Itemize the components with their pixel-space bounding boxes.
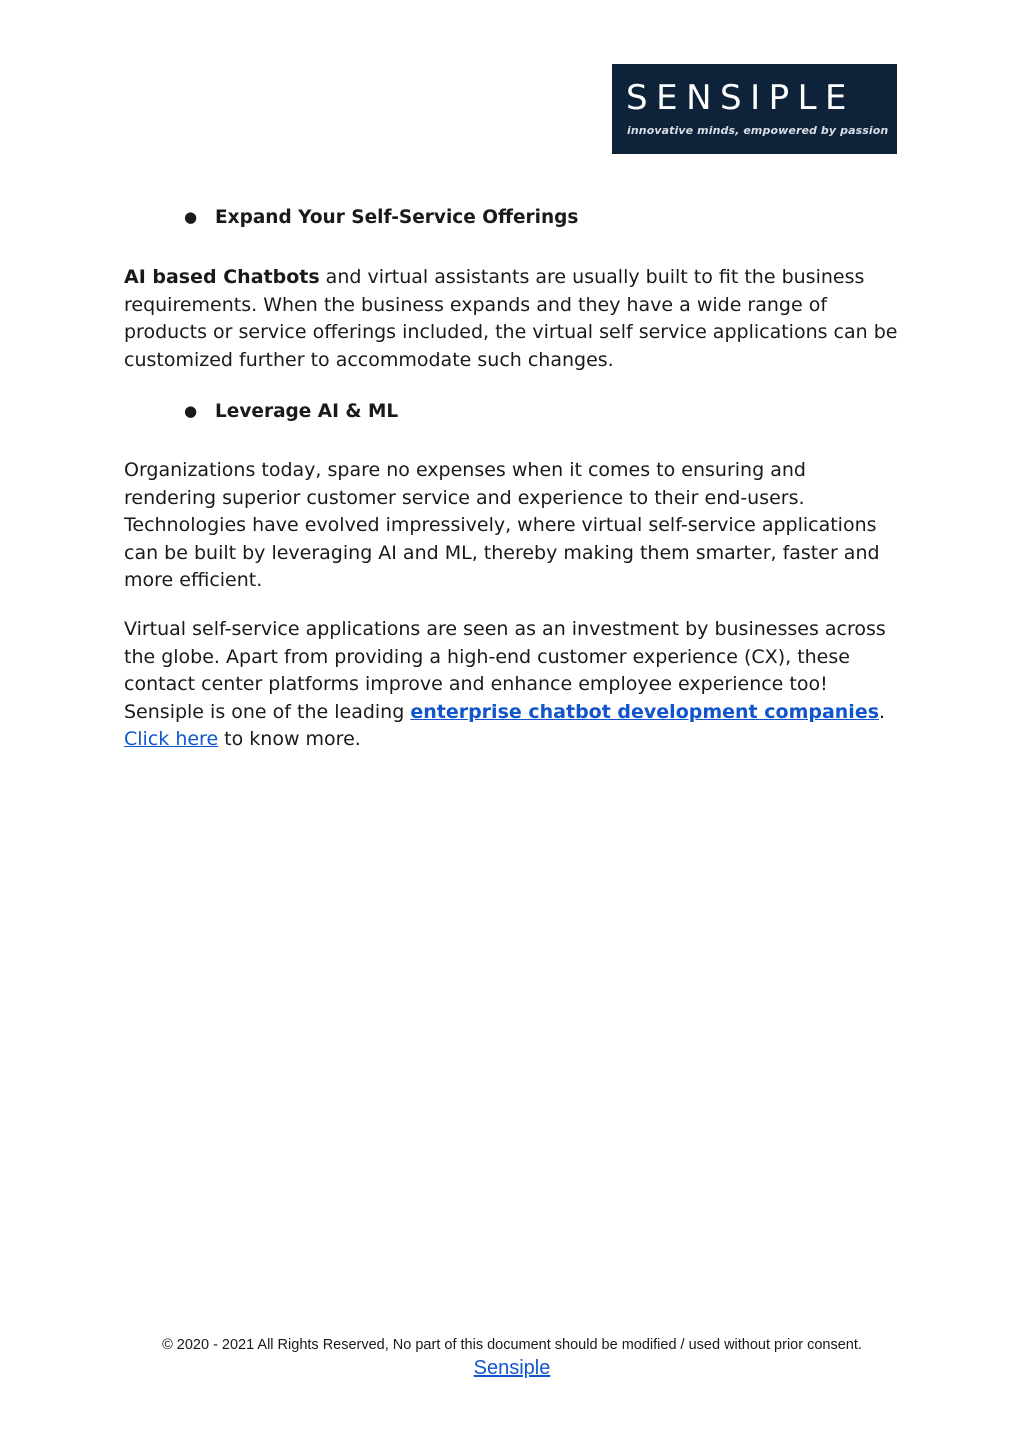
footer-sensiple-link-wrap — [0, 1357, 1024, 1380]
paragraph-text: Organizations today, spare no expenses when it comes to ensuring and rendering superior customer service and experience to their end-users. Technologies have evolved impressively, where virtual self-service applications can be built by leveraging AI and ML, thereby making them smarter, faster and more efficient. — [124, 459, 880, 592]
paragraph-chatbots — [124, 264, 904, 374]
footer-copyright: © 2020 - 2021 All Rights Reserved, No part of this document should be modified / used without prior consent. — [162, 1337, 862, 1353]
bold-lead: AI based Chatbots — [124, 266, 320, 288]
sensiple-logo — [612, 64, 897, 154]
footer-sensiple-link[interactable]: Sensiple — [473, 1357, 551, 1379]
click-here-link[interactable]: Click here — [124, 728, 219, 751]
bullet-dot-icon: ● — [184, 208, 198, 226]
logo-tagline: innovative minds, empowered by passion — [627, 124, 889, 137]
paragraph-text: Virtual self-service applications are seen as an investment by businesses across the globe. Apart from providing a high-end customer experience (CX), these contact center platforms improve and enhance employee experience too! Sensiple is one of the leading — [124, 618, 886, 723]
paragraph-closing — [124, 616, 904, 754]
separator-text: . — [879, 700, 886, 723]
logo-wordmark: SENSIPLE — [626, 78, 856, 118]
enterprise-chatbot-link[interactable]: enterprise chatbot development companies — [410, 700, 880, 723]
paragraph-text-end: to know more. — [218, 728, 361, 751]
paragraph-organizations — [124, 457, 904, 595]
bullet-heading-text: Expand Your Self-Service Offerings — [215, 207, 579, 228]
paragraph-text: and virtual assistants are usually built to fit the business requirements. When the business expands and they have a wide range of products or service offerings included, the virtual self service applications can be customized further to accommodate such changes. — [124, 266, 898, 371]
bullet-dot-icon: ● — [184, 402, 198, 420]
bullet-heading-text: Leverage AI & ML — [215, 401, 399, 422]
bullet-heading-ai-ml — [184, 397, 398, 426]
bullet-heading-self-service — [184, 203, 578, 232]
